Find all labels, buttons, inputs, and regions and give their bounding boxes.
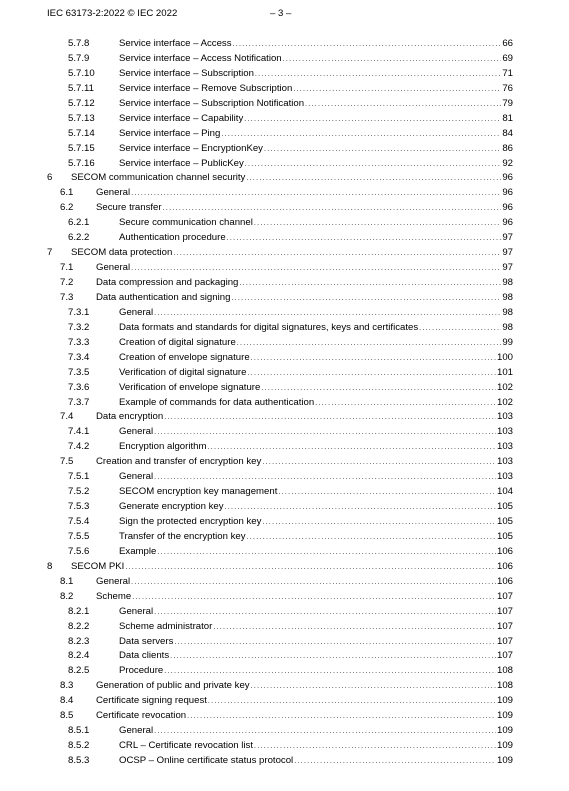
toc-entry[interactable] xyxy=(0,664,569,679)
dot-leader xyxy=(164,411,496,426)
toc-entry-number: 5.7.14 xyxy=(68,127,95,139)
toc-entry-line xyxy=(96,186,513,202)
toc-entry-page: 97 xyxy=(502,262,513,274)
toc-entry-number: 6 xyxy=(47,172,53,184)
toc-entry-line xyxy=(119,440,513,456)
toc-entry-page: 107 xyxy=(496,590,513,602)
dot-leader xyxy=(251,680,496,695)
dot-leader xyxy=(246,172,501,187)
toc-entry[interactable] xyxy=(0,515,569,530)
toc-entry-line xyxy=(119,112,513,128)
toc-entry-line xyxy=(119,157,513,173)
toc-entry-page: 104 xyxy=(496,486,513,498)
toc-entry-page: 108 xyxy=(496,680,513,692)
dot-leader xyxy=(283,53,502,68)
toc-entry-line xyxy=(119,67,513,83)
dot-leader xyxy=(305,98,501,113)
toc-entry-page: 71 xyxy=(502,67,513,79)
toc-entry-page: 69 xyxy=(502,52,513,64)
toc-entry-number: 8.1 xyxy=(60,575,74,587)
toc-entry[interactable] xyxy=(0,560,569,575)
dot-leader xyxy=(170,650,496,665)
table-of-contents xyxy=(0,37,569,769)
toc-entry-number: 8.2 xyxy=(60,590,74,602)
toc-entry-number: 7 xyxy=(47,247,53,259)
toc-entry-number: 5.7.11 xyxy=(68,82,94,94)
toc-entry-line xyxy=(119,620,513,636)
dot-leader xyxy=(294,755,496,770)
toc-entry[interactable] xyxy=(0,694,569,709)
toc-entry-line xyxy=(96,590,513,606)
toc-entry[interactable] xyxy=(0,37,569,52)
toc-entry-page: 81 xyxy=(502,112,513,124)
toc-entry[interactable] xyxy=(0,52,569,67)
toc-entry-title: SECOM encryption key management xyxy=(119,486,278,498)
toc-entry-number: 5.7.8 xyxy=(68,38,90,49)
toc-entry-line xyxy=(119,545,513,561)
toc-entry-number: 8 xyxy=(47,560,53,572)
toc-entry-line xyxy=(119,127,513,143)
toc-entry-number: 8.5 xyxy=(60,710,74,722)
toc-entry-page: 96 xyxy=(502,217,513,229)
dot-leader xyxy=(255,68,501,83)
toc-entry[interactable] xyxy=(0,351,569,366)
toc-entry-number: 5.7.9 xyxy=(68,52,90,64)
dot-leader xyxy=(154,471,496,486)
toc-entry-page: 96 xyxy=(502,172,513,184)
toc-entry[interactable] xyxy=(0,455,569,470)
toc-entry-title: Data compression and packaging xyxy=(96,277,239,288)
toc-entry-page: 97 xyxy=(502,232,513,244)
dot-leader xyxy=(261,382,496,397)
toc-entry[interactable] xyxy=(0,336,569,351)
dot-leader xyxy=(245,158,502,173)
toc-entry-number: 7.5.3 xyxy=(68,501,90,513)
page-header xyxy=(47,8,522,22)
toc-entry-title: Service interface – Capability xyxy=(119,112,244,124)
toc-entry-line xyxy=(119,485,513,501)
document-id: IEC 63173-2:2022 © IEC 2022 xyxy=(47,8,178,19)
toc-entry-title: Service interface – Remove Subscription xyxy=(119,82,293,94)
dot-leader xyxy=(233,38,502,53)
toc-entry-page: 109 xyxy=(496,740,513,752)
toc-entry-number: 8.5.3 xyxy=(68,755,90,766)
toc-entry-number: 7.2 xyxy=(60,277,74,288)
dot-leader xyxy=(132,591,496,606)
toc-entry[interactable] xyxy=(0,620,569,635)
dot-leader xyxy=(247,367,496,382)
toc-entry-number: 7.5.1 xyxy=(68,471,90,483)
toc-entry-number: 7.3.6 xyxy=(68,381,90,393)
toc-entry[interactable] xyxy=(0,171,569,186)
toc-entry-line xyxy=(119,515,513,531)
toc-entry-number: 7.5.5 xyxy=(68,530,90,542)
dot-leader xyxy=(187,710,496,725)
toc-entry[interactable] xyxy=(0,605,569,620)
toc-entry[interactable] xyxy=(0,201,569,216)
toc-entry-line xyxy=(119,381,513,397)
dot-leader xyxy=(239,277,501,292)
toc-entry-number: 5.7.16 xyxy=(68,157,95,169)
toc-entry-line xyxy=(71,560,513,576)
dot-leader xyxy=(251,352,496,367)
toc-entry-number: 8.5.1 xyxy=(68,725,90,737)
toc-entry-number: 8.4 xyxy=(60,695,74,707)
toc-entry-line xyxy=(119,635,513,651)
page-number: – 3 – xyxy=(270,8,292,19)
toc-entry[interactable] xyxy=(0,261,569,276)
dot-leader xyxy=(315,397,496,412)
toc-entry-page: 107 xyxy=(496,650,513,662)
toc-entry-number: 8.3 xyxy=(60,680,74,692)
toc-entry-title: Service interface – PublicKey xyxy=(119,157,244,169)
toc-entry-line xyxy=(96,201,513,217)
toc-entry-title: Data formats and standards for digital signatures, keys and certificates xyxy=(119,321,419,333)
toc-entry-number: 7.3.4 xyxy=(68,351,90,363)
toc-entry-title: Authentication procedure xyxy=(119,232,226,244)
dot-leader xyxy=(213,621,496,636)
toc-entry-title: General xyxy=(119,725,154,737)
toc-entry-number: 8.2.3 xyxy=(68,635,90,647)
toc-entry-title: Service interface – Ping xyxy=(119,127,221,139)
toc-entry-page: 103 xyxy=(496,426,513,438)
toc-entry[interactable] xyxy=(0,649,569,664)
toc-entry-line xyxy=(119,37,513,53)
toc-entry[interactable] xyxy=(0,500,569,515)
toc-entry-page: 103 xyxy=(496,456,513,468)
dot-leader xyxy=(154,606,496,621)
toc-entry[interactable] xyxy=(0,739,569,754)
dot-leader xyxy=(207,441,496,456)
toc-entry-title: Data clients xyxy=(119,650,170,662)
toc-entry[interactable] xyxy=(0,635,569,650)
toc-entry-title: Service interface – Access xyxy=(119,38,232,49)
toc-entry-line xyxy=(119,142,513,158)
toc-entry-number: 7.4.2 xyxy=(68,441,90,453)
dot-leader xyxy=(262,456,496,471)
toc-entry-number: 5.7.15 xyxy=(68,142,95,154)
toc-entry-line xyxy=(119,97,513,113)
toc-entry-title: Example xyxy=(119,545,157,557)
toc-entry-page: 103 xyxy=(496,441,513,453)
toc-entry-line xyxy=(96,455,513,471)
dot-leader xyxy=(208,695,496,710)
toc-entry-page: 97 xyxy=(502,247,513,259)
toc-entry-title: General xyxy=(119,426,154,438)
toc-entry-number: 7.1 xyxy=(60,262,74,274)
dot-leader xyxy=(254,740,496,755)
toc-entry-page: 107 xyxy=(496,605,513,617)
toc-entry-number: 7.3 xyxy=(60,291,74,303)
toc-entry-title: SECOM communication channel security xyxy=(71,172,246,184)
dot-leader xyxy=(231,292,501,307)
toc-entry[interactable] xyxy=(0,231,569,246)
toc-entry-page: 109 xyxy=(496,725,513,737)
toc-entry-page: 99 xyxy=(502,336,513,348)
toc-entry-number: 8.5.2 xyxy=(68,740,90,752)
toc-entry-line xyxy=(119,664,513,680)
toc-entry-number: 8.2.4 xyxy=(68,650,90,662)
dot-leader xyxy=(125,561,496,576)
toc-entry-title: General xyxy=(96,187,131,199)
toc-entry-line xyxy=(119,470,513,486)
toc-entry-page: 107 xyxy=(496,620,513,632)
toc-entry[interactable] xyxy=(0,396,569,411)
dot-leader xyxy=(131,576,496,591)
toc-entry-title: Generation of public and private key xyxy=(96,680,250,692)
toc-entry-number: 7.3.2 xyxy=(68,321,90,333)
toc-entry-number: 8.2.2 xyxy=(68,620,90,632)
toc-entry-line xyxy=(119,739,513,755)
toc-entry-number: 7.3.5 xyxy=(68,366,90,378)
toc-entry-line xyxy=(96,410,513,426)
dot-leader xyxy=(221,128,501,143)
toc-entry[interactable] xyxy=(0,82,569,97)
toc-entry-title: Service interface – Subscription xyxy=(119,67,254,79)
toc-entry-page: 108 xyxy=(496,665,513,677)
toc-entry-line xyxy=(96,261,513,277)
toc-entry-number: 7.3.7 xyxy=(68,396,90,408)
toc-entry-number: 5.7.10 xyxy=(68,67,95,79)
toc-entry-page: 98 xyxy=(502,291,513,303)
toc-entry-number: 5.7.13 xyxy=(68,112,95,124)
toc-entry[interactable] xyxy=(0,112,569,127)
toc-entry-title: Encryption algorithm xyxy=(119,441,207,453)
dot-leader xyxy=(237,337,502,352)
dot-leader xyxy=(164,665,496,680)
toc-entry-number: 7.5.4 xyxy=(68,516,90,527)
toc-entry[interactable] xyxy=(0,366,569,381)
dot-leader xyxy=(225,501,496,516)
toc-entry[interactable] xyxy=(0,157,569,172)
toc-entry-number: 7.5.6 xyxy=(68,545,90,557)
toc-entry-title: Data encryption xyxy=(96,411,164,423)
toc-entry-number: 7.5 xyxy=(60,456,74,468)
toc-entry-title: Scheme xyxy=(96,590,132,602)
toc-entry-page: 66 xyxy=(502,38,513,49)
toc-entry-line xyxy=(119,306,513,322)
dot-leader xyxy=(254,217,501,232)
toc-entry-page: 84 xyxy=(502,127,513,139)
dot-leader xyxy=(131,262,501,277)
dot-leader xyxy=(293,83,501,98)
toc-entry-line xyxy=(119,52,513,68)
dot-leader xyxy=(163,202,502,217)
toc-entry-page: 76 xyxy=(502,82,513,94)
dot-leader xyxy=(244,113,501,128)
toc-entry[interactable] xyxy=(0,67,569,82)
toc-entry-page: 103 xyxy=(496,471,513,483)
toc-entry-title: Sign the protected encryption key xyxy=(119,516,262,527)
toc-entry-page: 100 xyxy=(496,351,513,363)
toc-entry[interactable] xyxy=(0,246,569,261)
toc-entry-title: Secure transfer xyxy=(96,202,162,214)
toc-entry-line xyxy=(119,82,513,98)
toc-entry-line xyxy=(119,530,513,546)
toc-entry[interactable] xyxy=(0,97,569,112)
toc-entry-title: Example of commands for data authentication xyxy=(119,396,315,408)
toc-entry-page: 106 xyxy=(496,560,513,572)
toc-entry-title: Scheme administrator xyxy=(119,620,213,632)
dot-leader xyxy=(154,307,501,322)
dot-leader xyxy=(278,486,496,501)
toc-entry-title: Service interface – Access Notification xyxy=(119,52,282,64)
dot-leader xyxy=(262,516,496,531)
toc-entry[interactable] xyxy=(0,425,569,440)
toc-entry-line xyxy=(96,694,513,710)
toc-entry-page: 96 xyxy=(502,202,513,214)
toc-entry-title: Data servers xyxy=(119,635,174,647)
toc-entry-line xyxy=(119,649,513,665)
toc-entry[interactable] xyxy=(0,127,569,142)
toc-entry-page: 92 xyxy=(502,157,513,169)
toc-entry[interactable] xyxy=(0,470,569,485)
dot-leader xyxy=(247,531,496,546)
toc-entry-number: 7.4 xyxy=(60,411,74,423)
toc-entry-title: CRL – Certificate revocation list xyxy=(119,740,254,752)
toc-entry-line xyxy=(119,366,513,382)
toc-entry-title: General xyxy=(119,471,154,483)
toc-entry-line xyxy=(119,321,513,337)
toc-entry-number: 5.7.12 xyxy=(68,97,95,109)
toc-entry-page: 102 xyxy=(496,381,513,393)
toc-entry-number: 7.5.2 xyxy=(68,486,90,498)
dot-leader xyxy=(174,636,496,651)
toc-entry-title: Procedure xyxy=(119,665,164,677)
toc-entry-page: 98 xyxy=(502,277,513,288)
toc-entry-number: 7.4.1 xyxy=(68,426,90,438)
toc-entry[interactable] xyxy=(0,186,569,201)
toc-entry-page: 109 xyxy=(496,755,513,766)
toc-entry-page: 103 xyxy=(496,411,513,423)
toc-entry-page: 98 xyxy=(502,306,513,318)
toc-entry-line xyxy=(119,336,513,352)
toc-entry-title: Creation and transfer of encryption key xyxy=(96,456,262,468)
toc-entry[interactable] xyxy=(0,321,569,336)
toc-entry[interactable] xyxy=(0,410,569,425)
toc-entry-title: Certificate revocation xyxy=(96,710,187,722)
toc-entry[interactable] xyxy=(0,142,569,157)
toc-entry-title: SECOM data protection xyxy=(71,247,173,259)
toc-entry-page: 96 xyxy=(502,187,513,199)
toc-entry[interactable] xyxy=(0,440,569,455)
toc-entry-title: Certificate signing request xyxy=(96,695,207,707)
toc-entry[interactable] xyxy=(0,679,569,694)
toc-entry[interactable] xyxy=(0,306,569,321)
toc-entry-page: 106 xyxy=(496,545,513,557)
toc-entry-title: Service interface – Subscription Notification xyxy=(119,97,305,109)
toc-entry-number: 6.2.1 xyxy=(68,217,90,229)
dot-leader xyxy=(264,143,501,158)
toc-entry-title: Secure communication channel xyxy=(119,217,253,229)
toc-entry-title: SECOM PKI xyxy=(71,560,125,572)
dot-leader xyxy=(173,247,501,262)
toc-entry-page: 79 xyxy=(502,97,513,109)
dot-leader xyxy=(154,426,496,441)
toc-entry-line xyxy=(96,709,513,725)
toc-entry-page: 105 xyxy=(496,501,513,513)
toc-entry-title: General xyxy=(96,262,131,274)
toc-entry-page: 109 xyxy=(496,710,513,722)
toc-entry-page: 107 xyxy=(496,635,513,647)
toc-entry-number: 6.2 xyxy=(60,202,74,214)
toc-entry-line xyxy=(119,605,513,621)
toc-entry-title: Generate encryption key xyxy=(119,501,224,513)
toc-entry[interactable] xyxy=(0,216,569,231)
toc-entry-title: OCSP – Online certificate status protocol xyxy=(119,755,294,766)
toc-entry-line xyxy=(96,575,513,591)
toc-entry-title: Transfer of the encryption key xyxy=(119,530,246,542)
toc-entry[interactable] xyxy=(0,291,569,306)
toc-entry-title: Verification of envelope signature xyxy=(119,381,261,393)
toc-entry[interactable] xyxy=(0,709,569,724)
toc-entry-title: General xyxy=(96,575,131,587)
toc-entry[interactable] xyxy=(0,485,569,500)
toc-entry-line xyxy=(119,425,513,441)
toc-entry-title: General xyxy=(119,605,154,617)
toc-entry-number: 8.2.1 xyxy=(68,605,90,617)
toc-entry-line xyxy=(119,216,513,232)
toc-entry-page: 101 xyxy=(496,366,513,378)
toc-entry[interactable] xyxy=(0,724,569,739)
dot-leader xyxy=(419,322,501,337)
toc-entry[interactable] xyxy=(0,590,569,605)
toc-entry-line xyxy=(96,679,513,695)
toc-entry-title: Data authentication and signing xyxy=(96,291,231,303)
toc-entry-line xyxy=(119,396,513,412)
dot-leader xyxy=(131,187,501,202)
toc-entry-page: 105 xyxy=(496,516,513,527)
toc-entry-line xyxy=(119,500,513,516)
toc-entry-line xyxy=(71,246,513,262)
toc-entry-page: 109 xyxy=(496,695,513,707)
dot-leader xyxy=(154,725,496,740)
toc-entry[interactable] xyxy=(0,276,569,291)
toc-entry-line xyxy=(119,754,513,770)
toc-entry-number: 8.2.5 xyxy=(68,665,90,677)
toc-entry-line xyxy=(96,291,513,307)
toc-entry-page: 98 xyxy=(502,321,513,333)
toc-entry[interactable] xyxy=(0,545,569,560)
toc-entry[interactable] xyxy=(0,754,569,769)
toc-entry-page: 86 xyxy=(502,142,513,154)
toc-entry-number: 6.2.2 xyxy=(68,232,90,244)
toc-entry-line xyxy=(119,351,513,367)
toc-entry-number: 7.3.1 xyxy=(68,306,90,318)
toc-entry-page: 102 xyxy=(496,396,513,408)
toc-entry-line xyxy=(119,231,513,247)
dot-leader xyxy=(227,232,502,247)
toc-entry-number: 7.3.3 xyxy=(68,336,90,348)
toc-entry-line xyxy=(119,724,513,740)
toc-entry-number: 6.1 xyxy=(60,187,74,199)
toc-entry-line xyxy=(96,276,513,292)
toc-entry-title: Verification of digital signature xyxy=(119,366,247,378)
toc-entry-page: 106 xyxy=(496,575,513,587)
toc-entry-title: Creation of envelope signature xyxy=(119,351,250,363)
toc-entry[interactable] xyxy=(0,381,569,396)
toc-entry-line xyxy=(71,171,513,187)
toc-entry[interactable] xyxy=(0,530,569,545)
toc-entry-title: Service interface – EncryptionKey xyxy=(119,142,263,154)
toc-entry-title: Creation of digital signature xyxy=(119,336,236,348)
dot-leader xyxy=(157,546,496,561)
toc-entry-page: 105 xyxy=(496,530,513,542)
toc-entry-title: General xyxy=(119,306,154,318)
toc-entry[interactable] xyxy=(0,575,569,590)
